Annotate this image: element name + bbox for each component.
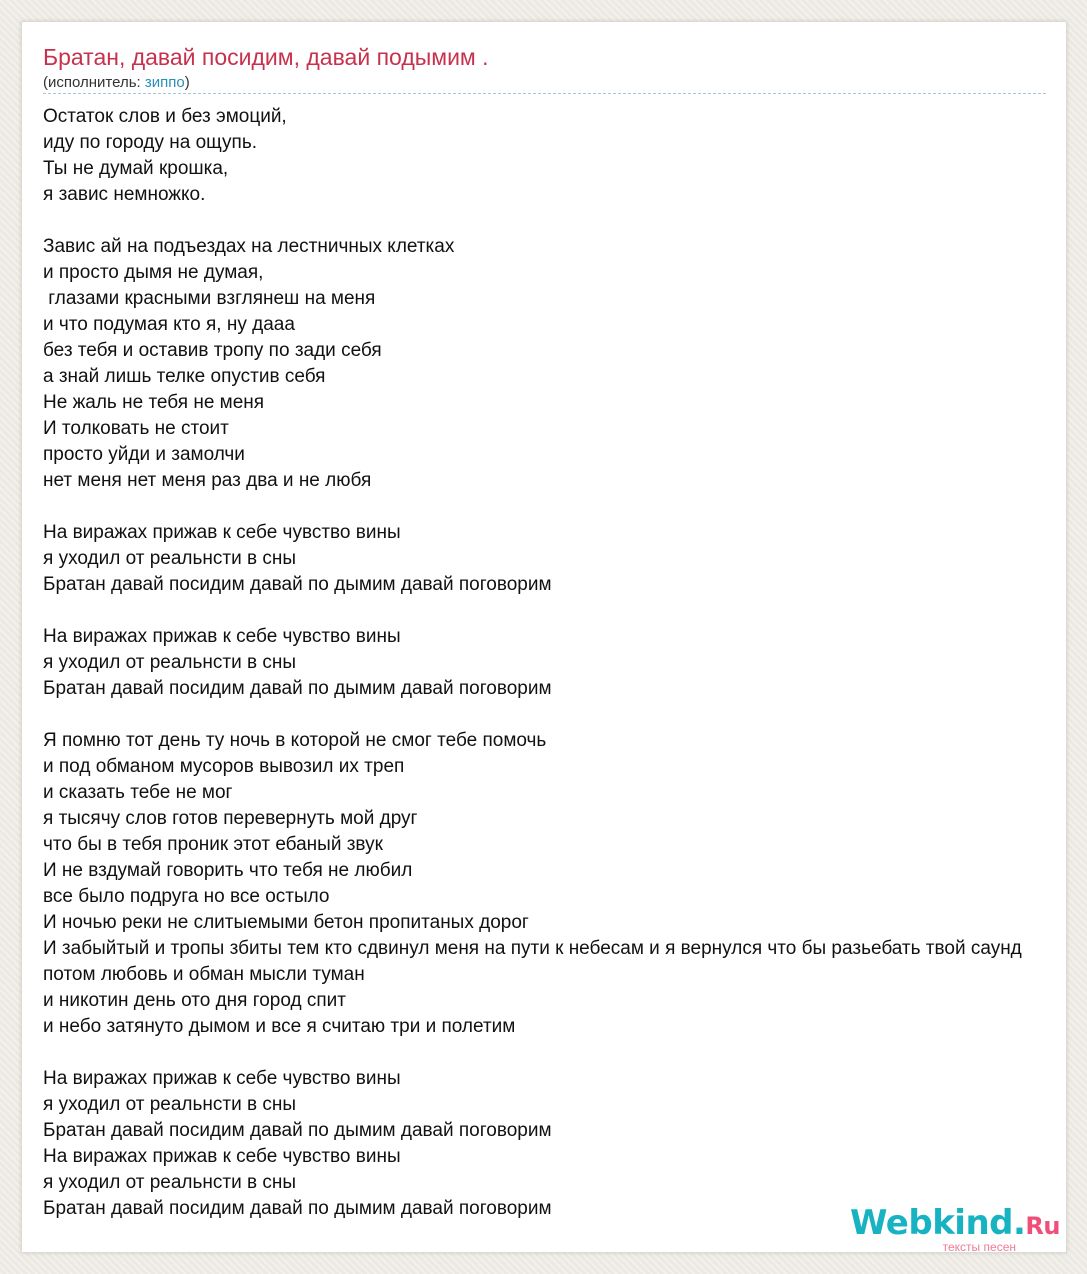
site-logo[interactable] [850, 1203, 1060, 1253]
lyrics-line: я уходил от реальнсти в сны [43, 1172, 296, 1193]
lyrics-line: я уходил от реальнсти в сны [43, 1094, 296, 1115]
song-title: Братан, давай посидим, давай подымим . [43, 44, 489, 70]
lyrics-line: И не вздумай говорить что тебя не любил [43, 860, 413, 881]
lyrics-stanza [43, 234, 1067, 494]
artist-suffix: ) [184, 74, 190, 91]
lyrics-card [21, 21, 1067, 1253]
artist-line [43, 74, 190, 91]
lyrics-line: и сказать тебе не мог [43, 782, 233, 803]
lyrics-line: И ночью реки не слитыемыми бетон пропитаных дорог [43, 912, 529, 933]
lyrics-line: я тысячу слов готов перевернуть мой друг [43, 808, 418, 829]
lyrics-line: все было подруга но все остыло [43, 886, 330, 907]
lyrics-line: что бы в тебя проник этот ебаный звук [43, 834, 383, 855]
lyrics-line: и никотин день ото дня город спит [43, 990, 346, 1011]
lyrics-stanza [43, 1066, 1067, 1222]
lyrics-line: Братан давай посидим давай по дымим давай поговорим [43, 678, 552, 699]
lyrics-line: и небо затянуто дымом и все я считаю три и полетим [43, 1016, 516, 1037]
title-divider [43, 93, 1046, 94]
lyrics-line: нет меня нет меня раз два и не любя [43, 470, 372, 491]
lyrics-line: и под обманом мусоров вывозил их треп [43, 756, 405, 777]
lyrics-line: Завис ай на подъездах на лестничных клетках [43, 236, 455, 257]
lyrics-stanza [43, 520, 1067, 598]
lyrics-line: И толковать не стоит [43, 418, 229, 439]
lyrics-line: На виражах прижав к себе чувство вины [43, 1068, 401, 1089]
lyrics-line: и что подумая кто я, ну дааа [43, 314, 295, 335]
logo-wordmark [850, 1203, 1060, 1243]
lyrics-line: без тебя и оставив тропу по зади себя [43, 340, 382, 361]
lyrics-line: И забыйтый и тропы збиты тем кто сдвинул меня на пути к небесам и я вернулся что бы разьебать твой саунд [43, 938, 1022, 959]
artist-prefix: (исполнитель: [43, 74, 145, 91]
lyrics-line: На виражах прижав к себе чувство вины [43, 522, 401, 543]
lyrics-text [43, 104, 1067, 1248]
lyrics-line: На виражах прижав к себе чувство вины [43, 1146, 401, 1167]
lyrics-line: а знай лишь телке опустив себя [43, 366, 326, 387]
lyrics-stanza [43, 104, 1067, 208]
lyrics-line: Остаток слов и без эмоций, [43, 106, 287, 127]
lyrics-line: Я помню тот день ту ночь в которой не смог тебе помочь [43, 730, 547, 751]
lyrics-line: Братан давай посидим давай по дымим давай поговорим [43, 1120, 552, 1141]
lyrics-line: я уходил от реальнсти в сны [43, 548, 296, 569]
lyrics-stanza [43, 624, 1067, 702]
lyrics-line: Братан давай посидим давай по дымим давай поговорим [43, 1198, 552, 1219]
lyrics-line: просто уйди и замолчи [43, 444, 245, 465]
lyrics-line: потом любовь и обман мысли туман [43, 964, 365, 985]
logo-dot: . [1013, 1203, 1026, 1243]
lyrics-line: иду по городу на ощупь. [43, 132, 257, 153]
lyrics-line: я уходил от реальнсти в сны [43, 652, 296, 673]
logo-tagline: тексты песен [942, 1240, 1016, 1253]
lyrics-line: я завис немножко. [43, 184, 206, 205]
lyrics-line: Ты не думай крошка, [43, 158, 229, 179]
logo-tld: Ru [1025, 1212, 1060, 1240]
lyrics-line: и просто дымя не думая, [43, 262, 264, 283]
artist-link[interactable]: зиппо [144, 74, 185, 91]
lyrics-line: Не жаль не тебя не меня [43, 392, 265, 413]
lyrics-line: На виражах прижав к себе чувство вины [43, 626, 401, 647]
logo-word: Webkind [850, 1203, 1013, 1243]
lyrics-line: Братан давай посидим давай по дымим давай поговорим [43, 574, 552, 595]
lyrics-stanza [43, 728, 1067, 1040]
lyrics-line: глазами красными взглянеш на меня [43, 288, 376, 309]
